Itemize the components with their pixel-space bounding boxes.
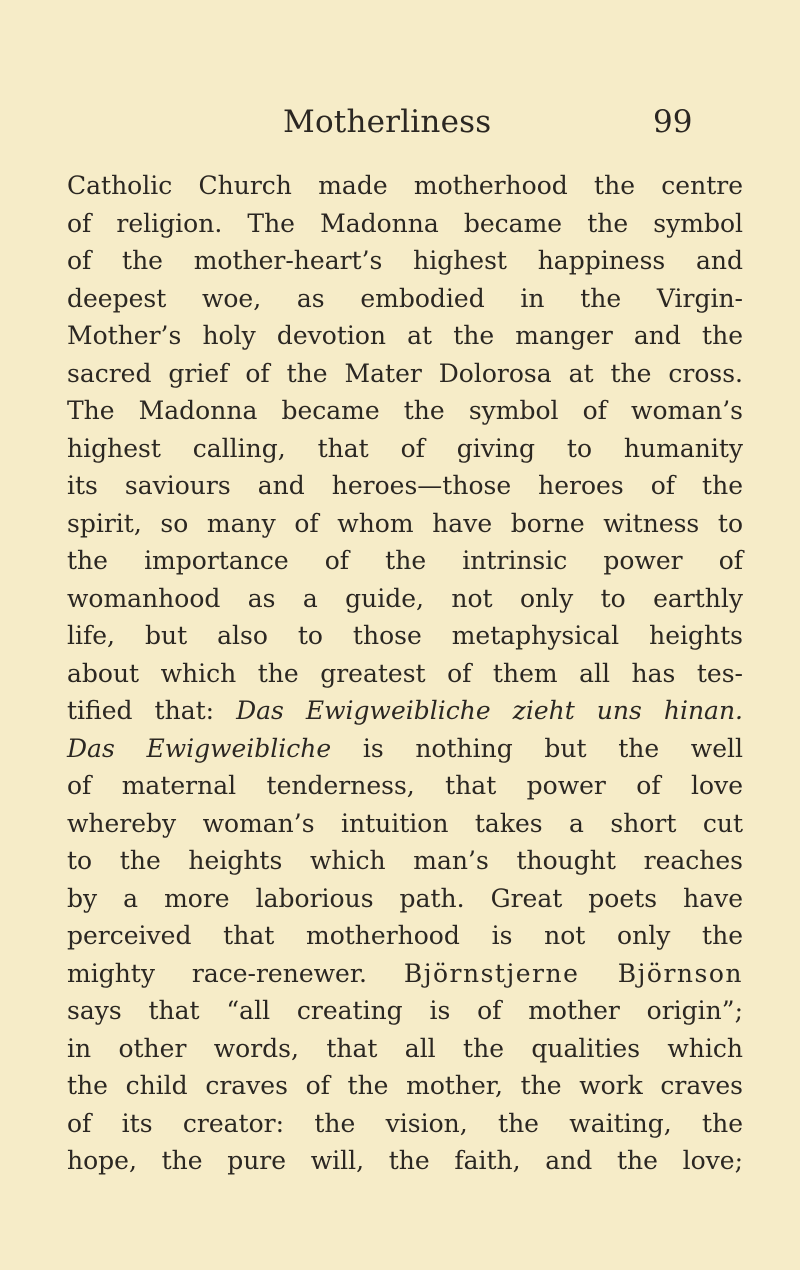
text-line	[67, 880, 743, 918]
text-line	[67, 205, 743, 243]
body-text	[67, 167, 743, 1180]
page-number: 99	[653, 104, 693, 140]
text-run: whereby woman’s intuition takes a short cut	[67, 808, 743, 838]
text-line	[67, 1105, 743, 1143]
text-run: of religion. The Madonna became the symbol	[67, 208, 743, 238]
text-run: of its creator: the vision, the waiting, the	[67, 1108, 743, 1138]
text-run: by a more laborious path. Great poets have	[67, 883, 743, 913]
text-line	[67, 580, 743, 618]
text-line	[67, 1030, 743, 1068]
text-line	[67, 392, 743, 430]
text-line	[67, 730, 743, 768]
text-line	[67, 467, 743, 505]
text-run: Catholic Church made motherhood the centre	[67, 171, 743, 200]
text-run: in other words, that all the qualities which	[67, 1033, 743, 1063]
italic-phrase: Das Ewigweibliche	[67, 733, 332, 763]
text-line	[67, 317, 743, 355]
text-line	[67, 842, 743, 880]
italic-phrase: Das Ewigweibliche zieht uns hinan.	[236, 696, 743, 725]
text-run: perceived that motherhood is not only the	[67, 921, 743, 950]
text-run: the importance of the intrinsic power of	[67, 546, 743, 575]
text-line	[67, 242, 743, 280]
text-run: life, but also to those metaphysical heights	[67, 621, 743, 650]
letterspaced-name: Björnstjerne Björnson	[403, 958, 743, 988]
text-run: the child craves of the mother, the work craves	[67, 1071, 743, 1100]
text-line	[67, 505, 743, 543]
text-run: spirit, so many of whom have borne witness to	[67, 508, 743, 538]
text-line	[67, 617, 743, 655]
text-run: to the heights which man’s thought reaches	[67, 846, 743, 875]
text-run: The Madonna became the symbol of woman’s	[67, 396, 743, 425]
text-line	[67, 805, 743, 843]
text-line	[67, 430, 743, 468]
text-line	[67, 992, 743, 1030]
running-title: Motherliness	[283, 104, 492, 140]
text-run: hope, the pure will, the faith, and the love;	[67, 1146, 743, 1175]
text-run: says that “all creating is of mother origin”;	[67, 996, 743, 1025]
text-run: tified that:	[67, 696, 237, 725]
text-line	[67, 917, 743, 955]
running-head	[0, 100, 800, 144]
text-run: is nothing but the well	[331, 733, 743, 763]
text-run: its saviours and heroes—those heroes of the	[67, 471, 743, 500]
text-run: of the mother-heart’s highest happiness and	[67, 246, 743, 275]
text-line	[67, 767, 743, 805]
text-run: deepest woe, as embodied in the Virgin-	[67, 283, 743, 313]
text-run: Mother’s holy devotion at the manger and the	[67, 321, 743, 350]
text-line	[67, 955, 743, 993]
text-line	[67, 1067, 743, 1105]
text-run: highest calling, that of giving to humanity	[67, 433, 743, 463]
text-line	[67, 167, 743, 205]
text-run: about which the greatest of them all has tes-	[67, 658, 743, 688]
text-run: of maternal tenderness, that power of love	[67, 771, 743, 800]
text-line	[67, 692, 743, 730]
text-line	[67, 280, 743, 318]
text-run: womanhood as a guide, not only to earthly	[67, 583, 743, 613]
text-line	[67, 1142, 743, 1180]
text-run: sacred grief of the Mater Dolorosa at the cross.	[67, 358, 743, 388]
text-line	[67, 355, 743, 393]
text-line	[67, 542, 743, 580]
text-run: mighty race-renewer.	[67, 958, 404, 988]
text-line	[67, 655, 743, 693]
